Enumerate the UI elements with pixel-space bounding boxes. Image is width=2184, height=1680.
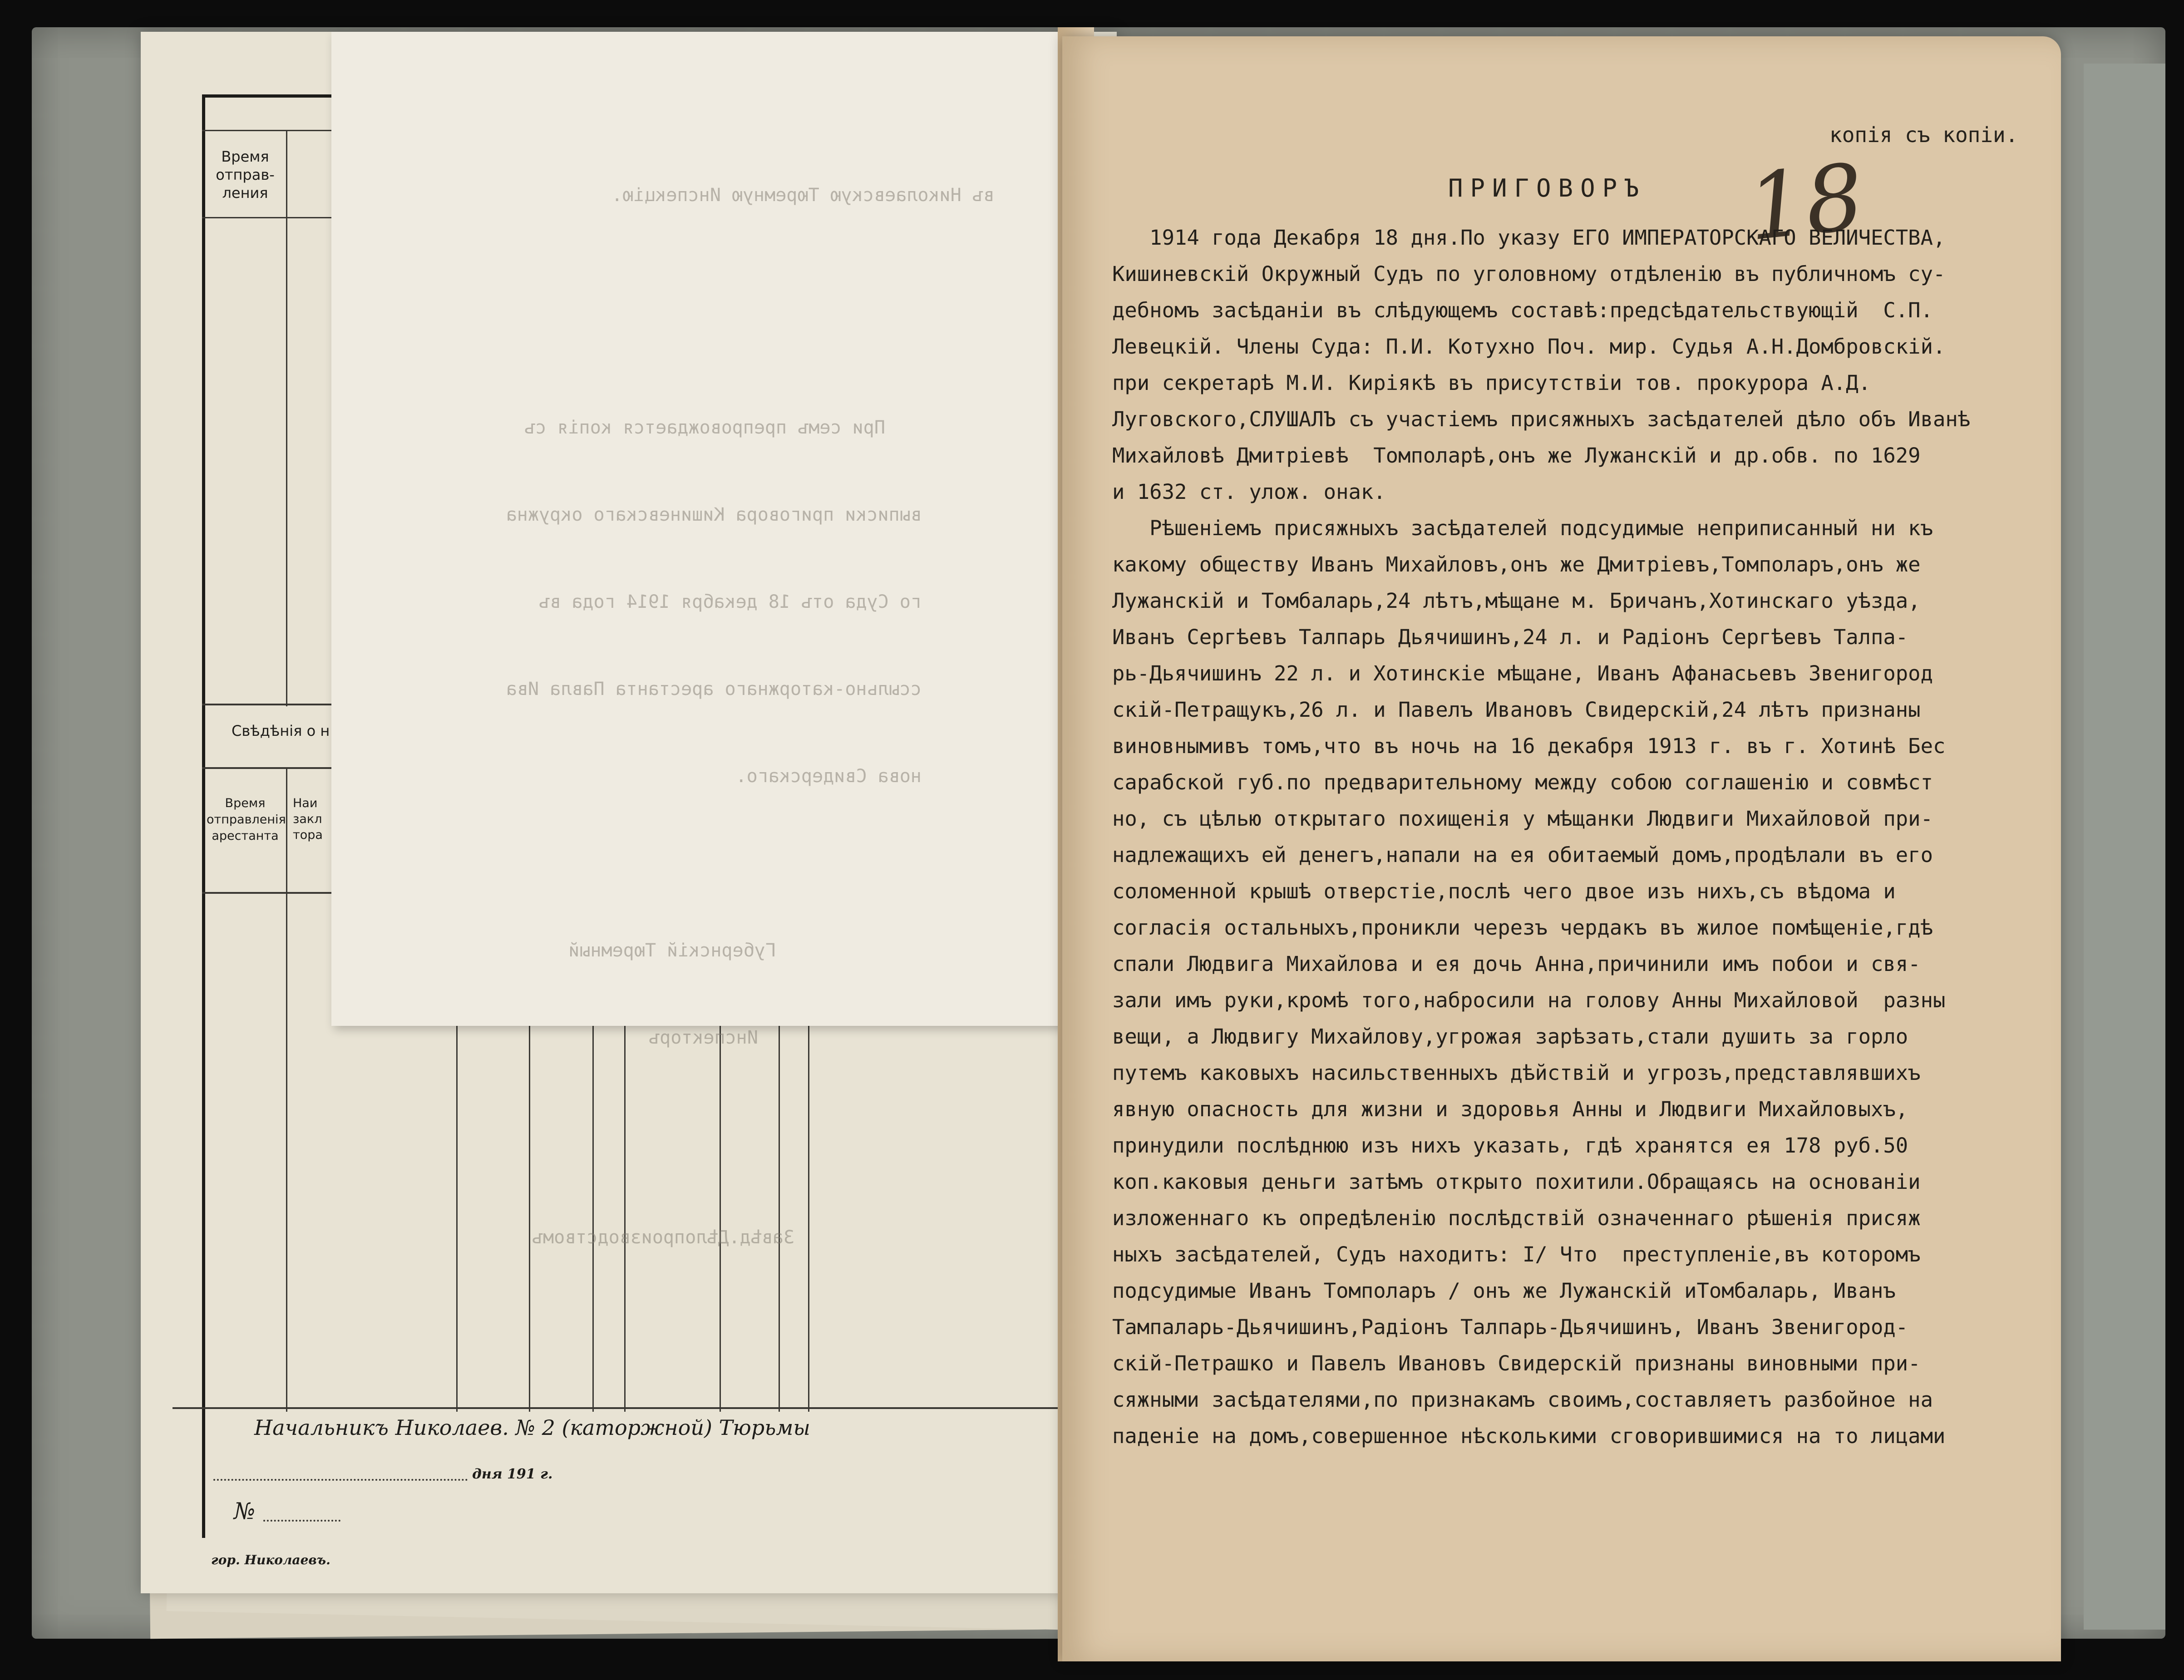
cover-letter-line: выписки приговора Кишиневскаго окружна	[506, 504, 922, 525]
sentence-line: Лужанскій и Томбаларь,24 лѣтъ,мѣщане м. Бричанъ,Хотинскаго уѣзда,	[1112, 589, 1921, 613]
col-partial-label: закл	[293, 812, 322, 826]
cover-letter-line: го Суда отъ 18 декабря 1914 года въ	[539, 591, 922, 612]
cover-letter-line: въ Николаевскую Тюремную Инспекцію.	[611, 185, 994, 206]
sentence-line: при секретарѣ М.И. Киріякѣ въ присутствіи тов. прокурора А.Д. Луговского,СЛУШАЛЪ съ участіемъ присяжныхъ засѣдателей дѣло объ Иванѣ	[1112, 371, 1971, 431]
sentence-line: зали имъ руки,кромѣ того,набросили на голову Анны Михайловой разны	[1112, 988, 1946, 1012]
footer-date: дня 191 г.	[472, 1466, 553, 1482]
col-time-dispatch: Время отправ-ления	[216, 148, 275, 202]
cover-letter-line: Завѣд.Дѣлопроизводствомъ	[532, 1227, 794, 1248]
sentence-line: согласія остальныхъ,проникли черезъ чердакъ въ жилое помѣщеніе,гдѣ	[1112, 916, 1933, 940]
col-partial-label: тора	[293, 828, 323, 842]
form-section-rule	[202, 704, 352, 705]
sentence-line: Михайловѣ Дмитріевѣ Томполарѣ,онъ же Лужанскій и др.обв. по 1629	[1112, 443, 1921, 468]
sentence-line: вещи, а Людвигу Михайлову,угрожая зарѣзать,стали душить за горло	[1112, 1025, 1908, 1049]
copy-note: копія съ копіи.	[1829, 123, 2018, 147]
sentence-line: и 1632 ст. улож. онак.	[1112, 480, 1386, 504]
cover-letter-line	[377, 849, 1012, 878]
sentence-line: скій-Петрашко и Павелъ Ивановъ Свидерскій признаны виновными при-	[1112, 1351, 1921, 1375]
sentence-line: скій-Петращукъ,26 л. и Павелъ Ивановъ Свидерскій,24 лѣтъ признаны	[1112, 698, 1921, 722]
sentence-line: Тампаларь-Дьячишинъ,Радіонъ Талпарь-Дьячишинъ, Иванъ Звенигород-	[1112, 1315, 1908, 1339]
form-column-line	[286, 767, 287, 1412]
sentence-line: соломенной крышѣ отверстіе,послѣ чего двое изъ нихъ,съ вѣдома и	[1112, 879, 1896, 903]
form-column-line	[286, 130, 287, 706]
sentence-line: дебномъ засѣданіи въ слѣдующемъ составѣ:предсѣдательствующій С.П.	[1112, 298, 1933, 322]
cover-letter-line	[377, 326, 1012, 355]
section-info-heading: Свѣдѣнія о н	[232, 722, 330, 739]
sentence-line: Левецкій. Члены Суда: П.И. Котухно Поч. мир. Судья А.Н.Домбровскій.	[1112, 335, 1946, 359]
col-time-dispatch-prisoner: Время отправленія арестанта	[207, 796, 286, 843]
sentence-line: спали Людвига Михайлова и ея дочь Анна,причинили имъ побои и свя-	[1112, 952, 1921, 976]
date-dotted-line	[213, 1479, 468, 1481]
sentence-line: Рѣшеніемъ присяжныхъ засѣдателей подсудимые неприписанный ни къ	[1112, 516, 1933, 540]
sentence-line: паденіе на домъ,совершенное нѣсколькими сговорившимися на то лицами	[1112, 1424, 1946, 1448]
sentence-line: путемъ каковыхъ насильственныхъ дѣйствій и угрозъ,представлявшихъ	[1112, 1061, 1921, 1085]
form-section-rule	[202, 767, 352, 769]
sentence-line: коп.каковыя деньги затѣмъ открыто похитили.Обращаясь на основаніи	[1112, 1170, 1921, 1194]
sentence-line: 1914 года Декабря 18 дня.По указу ЕГО ИМПЕРАТОРСКАГО ВЕЛИЧЕСТВА,	[1112, 226, 1946, 250]
sentence-line: какому обществу Иванъ Михайловъ,онъ же Дмитріевъ,Томполаръ,онъ же	[1112, 552, 1921, 576]
sentence-line: сяжными засѣдателями,по признакамъ своимъ,составляетъ разбойное на	[1112, 1388, 1933, 1412]
sentence-line: надлежащихъ ей денегъ,напали на ея обитаемый домъ,продѣлали въ его	[1112, 843, 1933, 867]
sentence-line: изложеннаго къ опредѣленію послѣдствій означеннаго рѣшенія присяж	[1112, 1206, 1921, 1230]
form-border-left	[202, 94, 205, 1538]
folder-edge	[2084, 64, 2165, 1630]
sentence-line: но, съ цѣлью открытаго похищенія у мѣщанки Людвиги Михайловой при-	[1112, 807, 1933, 831]
sentence-line: рь-Дьячишинъ 22 л. и Хотинскіе мѣщане, Иванъ Афанасьевъ Звенигород	[1112, 661, 1933, 685]
footer-city: гор. Николаевъ.	[211, 1552, 330, 1567]
footer-heading: Начальникъ Николаев. № 2 (каторжной) Тюрьмы	[254, 1415, 810, 1440]
form-header-rule	[202, 217, 352, 218]
sentence-body	[1112, 220, 2056, 1454]
sentence-line: виновнымивъ томъ,что въ ночь на 16 декабря 1913 г. въ г. Хотинѣ Бес	[1112, 734, 1946, 758]
form-header-rule	[202, 130, 352, 131]
col-partial-label: Наи	[293, 796, 318, 810]
folio-number: 18	[1742, 144, 1868, 261]
cover-letter-line: При семъ препровождается копія съ	[524, 417, 885, 438]
cover-letter-line	[377, 1110, 1012, 1165]
cover-letter-line: нова Свидерскаго.	[735, 766, 922, 787]
cover-letter-text	[377, 123, 1012, 1281]
sentence-line: принудили послѣднюю изъ нихъ указать, гдѣ хранятся ея 178 руб.50	[1112, 1133, 1908, 1158]
footer-number-sign: №	[234, 1498, 256, 1524]
sentence-line: Кишиневскій Окружный Судъ по уголовному отдѣленію въ публичномъ су-	[1112, 262, 1946, 286]
form-footer-rule	[173, 1407, 1080, 1409]
sentence-line: явную опасность для жизни и здоровья Анны и Людвиги Михайловыхъ,	[1112, 1097, 1908, 1121]
sentence-line: подсудимые Иванъ Томполаръ / онъ же Лужанскій иТомбаларь, Иванъ	[1112, 1279, 1896, 1303]
form-section-rule	[202, 892, 352, 894]
number-dotted-line	[263, 1520, 340, 1522]
document-title: ПРИГОВОРЪ	[1448, 174, 1647, 202]
sentence-line: Иванъ Сергѣевъ Талпарь Дьячишинъ,24 л. и Радіонъ Сергѣевъ Талпа-	[1112, 625, 1908, 649]
sentence-line: ныхъ засѣдателей, Судъ находитъ: I/ Что преступленіе,въ которомъ	[1112, 1242, 1921, 1266]
cover-letter-line: ссыльно-каторжнаго арестанта Павла Ива	[506, 679, 922, 700]
sentence-line: сарабской губ.по предварительному между собою соглашенію и совмѣст	[1112, 770, 1933, 794]
cover-letter-line: Губернскій Тюремный	[568, 940, 776, 961]
cover-letter-line: Инспекторъ	[649, 1027, 758, 1048]
